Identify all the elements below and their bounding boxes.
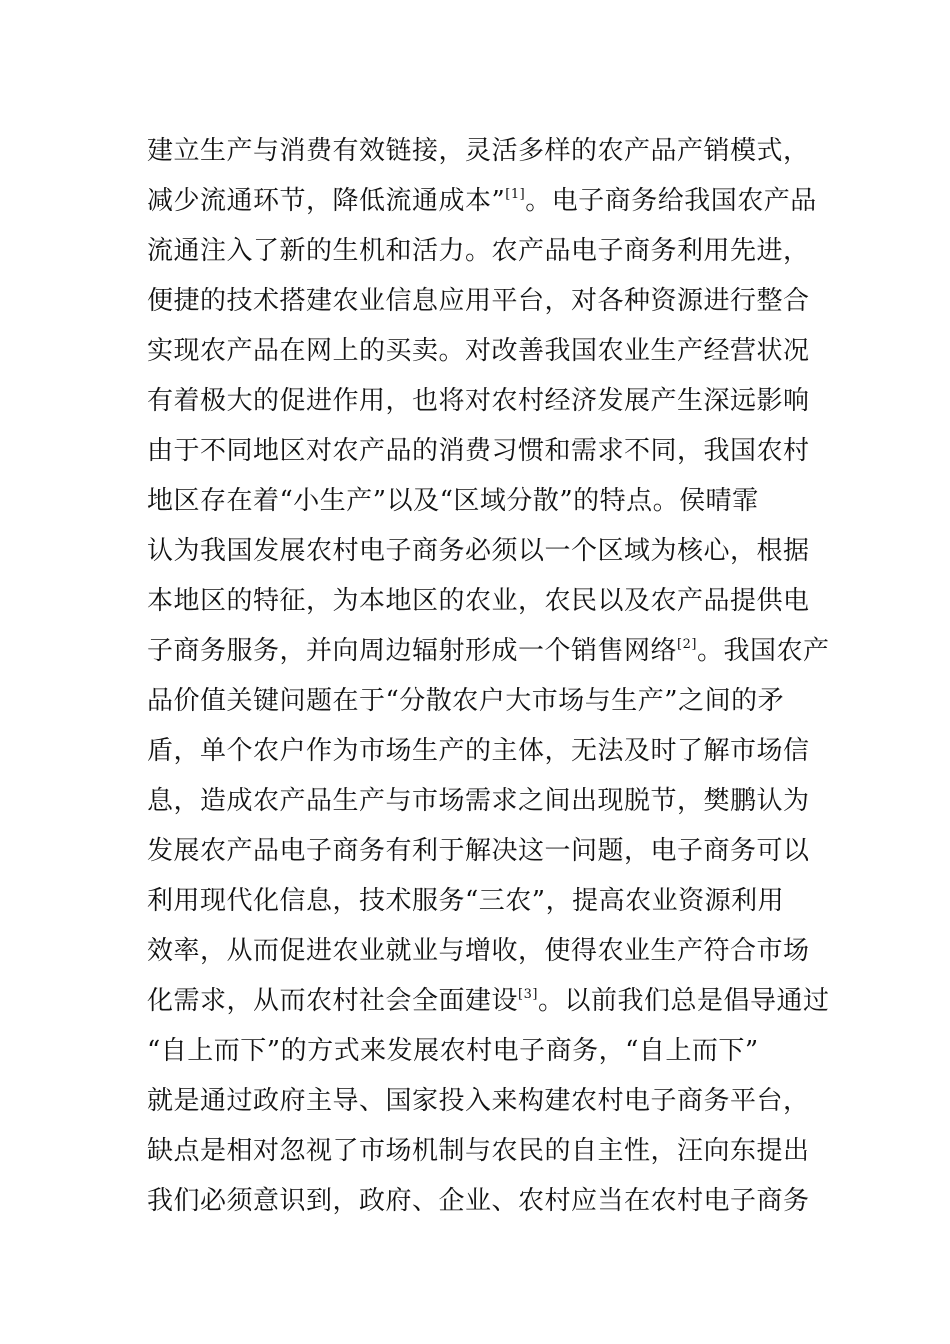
text-line: [147, 876, 809, 926]
text-segment: 便捷的技术搭建农业信息应用平台，对各种资源进行整合: [147, 286, 810, 316]
text-line: [147, 476, 809, 526]
text-segment: 我们必须意识到，政府、企业、农村应当在农村电子商务: [147, 1186, 810, 1216]
citation-marker: [2]: [677, 637, 697, 652]
text-segment: 息，造成农产品生产与市场需求之间出现脱节，樊鹏认为: [147, 786, 810, 816]
text-line: [147, 626, 830, 676]
text-line: [147, 1126, 809, 1176]
text-segment: 地区存在着“小生产”以及“区域分散”的特点。侯晴霏: [147, 486, 759, 516]
text-segment: 子商务服务，并向周边辐射形成一个销售网络: [147, 636, 678, 666]
text-segment: “自上而下”的方式来发展农村电子商务，“自上而下”: [147, 1036, 759, 1066]
text-line: [147, 276, 809, 326]
text-segment: 品价值关键问题在于“分散农户大市场与生产”之间的矛: [147, 686, 785, 716]
text-line: [147, 976, 830, 1026]
text-segment: 本地区的特征，为本地区的农业，农民以及农产品提供电: [147, 586, 810, 616]
text-line: [147, 1076, 809, 1126]
text-segment: 化需求，从而农村社会全面建设: [147, 986, 519, 1016]
text-segment: 流通注入了新的生机和活力。农产品电子商务利用先进，: [147, 236, 810, 266]
text-line: [147, 1176, 809, 1226]
text-line: [147, 1026, 809, 1076]
text-line: [147, 676, 809, 726]
text-line: [147, 926, 809, 976]
citation-marker: [1]: [505, 187, 526, 202]
text-line: [147, 426, 809, 476]
text-segment: 。电子商务给我国农产品: [525, 186, 817, 216]
text-line: [147, 776, 809, 826]
text-line: [147, 826, 809, 876]
text-segment: 由于不同地区对农产品的消费习惯和需求不同，我国农村: [147, 436, 810, 466]
text-segment: 建立生产与消费有效链接，灵活多样的农产品产销模式，: [147, 136, 810, 166]
text-line: [147, 376, 809, 426]
text-segment: 。我国农产: [696, 636, 830, 666]
body-paragraph: [147, 126, 830, 1226]
text-segment: 利用现代化信息，技术服务“三农”，提高农业资源利用: [147, 886, 785, 916]
text-line: [147, 526, 809, 576]
text-line: [147, 726, 809, 776]
citation-marker: [3]: [518, 987, 538, 1002]
text-segment: 发展农产品电子商务有利于解决这一问题，电子商务可以: [147, 836, 810, 866]
text-segment: 认为我国发展农村电子商务必须以一个区域为核心，根据: [147, 536, 810, 566]
text-segment: 盾，单个农户作为市场生产的主体，无法及时了解市场信: [147, 736, 810, 766]
text-segment: 就是通过政府主导、国家投入来构建农村电子商务平台，: [147, 1086, 810, 1116]
text-segment: 有着极大的促进作用，也将对农村经济发展产生深远影响: [147, 386, 810, 416]
text-segment: 减少流通环节，降低流通成本”: [147, 186, 506, 216]
text-line: [147, 126, 809, 176]
text-line: [147, 226, 809, 276]
text-line: [147, 576, 809, 626]
text-line: [147, 326, 809, 376]
text-segment: 缺点是相对忽视了市场机制与农民的自主性，汪向东提出: [147, 1136, 810, 1166]
text-segment: 效率，从而促进农业就业与增收，使得农业生产符合市场: [147, 936, 810, 966]
text-line: [147, 176, 817, 226]
text-segment: 实现农产品在网上的买卖。对改善我国农业生产经营状况: [147, 336, 810, 366]
text-segment: 。以前我们总是倡导通过: [537, 986, 830, 1016]
